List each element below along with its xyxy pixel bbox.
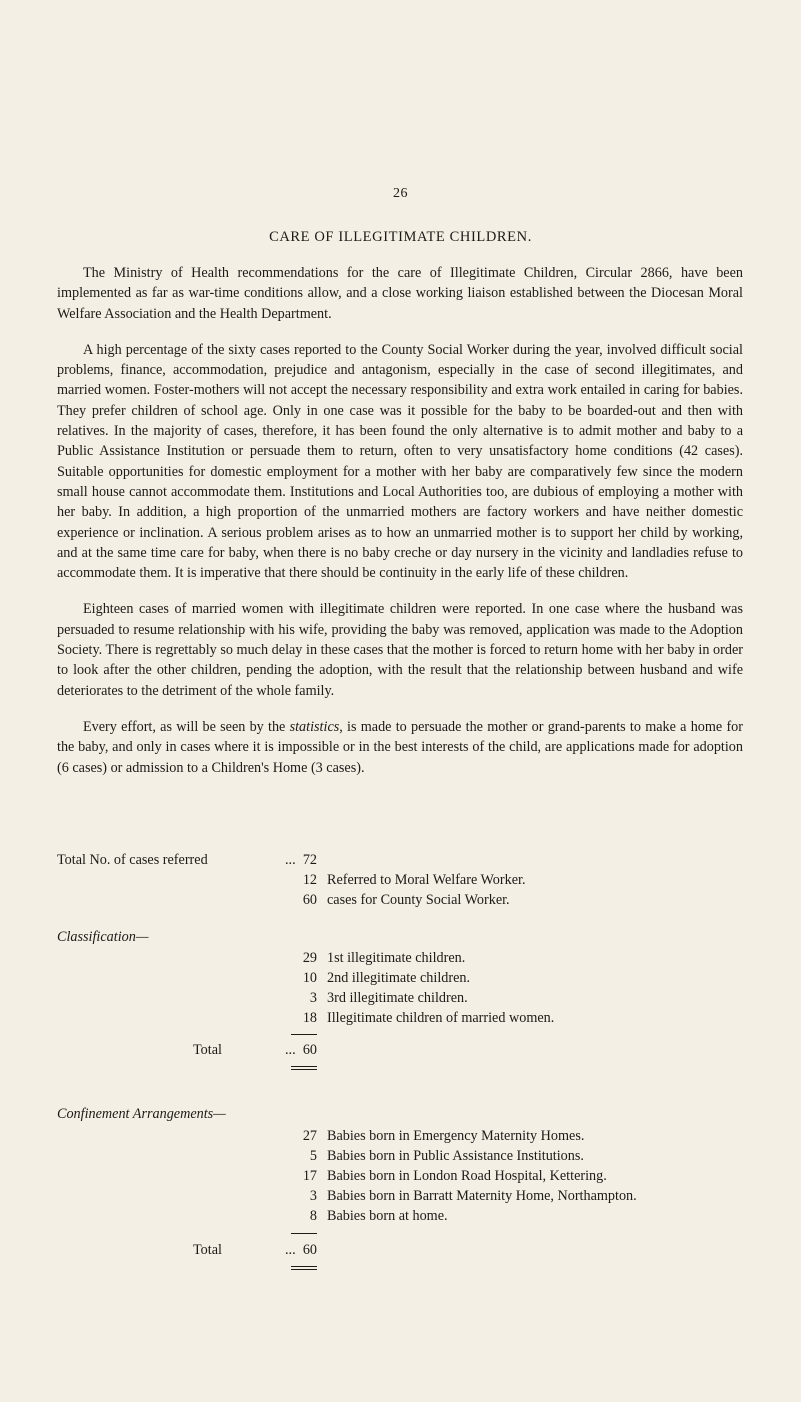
row-number: 8 [309,1208,317,1224]
body-text [57,263,743,794]
classification-heading: Classification— [57,929,149,945]
page-number: 26 [393,186,408,201]
confinement-heading: Confinement Arrangements— [57,1106,226,1122]
row-number: 60 [302,892,317,908]
paragraph-2: A high percentage of the sixty cases reported to the County Social Worker during the year, involved difficult social problems, finance, accommodation, prejudice and antagonism, especially in the case of second illegitimates, and married women. Foster-mothers will not accept the necessary responsibility and extra work entailed in caring for babies. They prefer children of school age. Only in one case was it possible for the baby to be boarded-out and then with relatives. In the majority of cases, therefore, it has been found the only alternative is to admit mother and baby to a Public Assistance Institution or persuade them to return, often to very unsatisfactory home conditions (42 cases). Suitable opportunities for domestic employment for a mother with her baby are comparatively few since the modern small house cannot accommodate them. Institutions and Local Authorities too, are dubious of employing a mother with her baby. In addition, a high proportion of the unmarried mothers are factory workers and have neither domestic experience or inclination. A serious problem arises as to how an unmarried mother is to support her child by working, and at the same time care for baby, when there is no baby creche or day nursery in the vicinity and landladies refuse to accommodate them. It is imperative that there should be continuity in the early life of these children. [57,341,743,582]
total-label: Total [193,1242,222,1258]
row-number: 18 [302,1010,317,1026]
paragraph-3: Eighteen cases of married women with illegitimate children were reported. In one case where the husband was persuaded to resume relationship with his wife, providing the baby was removed, application was made to the Adoption Society. There is regrettably so much delay in these cases that the mother is forced to return home with her baby in order to look after the other children, pending the adoption, with the result that the relationship between husband and wife deteriorates to the detriment of the whole family. [57,601,743,699]
sum-rule [291,1233,317,1234]
total-double-rule [291,1266,317,1270]
classification-total-value: 60 [302,1042,317,1058]
row-description: 1st illegitimate children. [327,950,466,966]
row-description: Babies born in Public Assistance Institutions. [327,1148,584,1164]
row-description: 3rd illegitimate children. [327,990,468,1006]
referred-total-label: Total No. of cases referred [57,852,208,868]
row-description: Babies born in Emergency Maternity Homes. [327,1128,585,1144]
leader-dots: ... [285,1242,296,1258]
total-label: Total [193,1042,222,1058]
row-number: 3 [309,990,317,1006]
leader-dots: ... [285,852,296,868]
row-description: Referred to Moral Welfare Worker. [327,872,526,888]
confinement-total-value: 60 [302,1242,317,1258]
paragraph-4-end: , is made to persuade the mother or grand-parents to make a home for the baby, and only in cases where it is impossible or in the best interests of the child, are applications made for adoption (6 cases) or admission to a Children's Home (3 cases). [57,718,744,776]
row-number: 17 [302,1168,317,1184]
paragraph-4 [57,717,743,778]
row-number: 3 [309,1188,317,1204]
row-number: 10 [302,970,317,986]
row-number: 27 [302,1128,317,1144]
leader-dots: ... [285,1042,296,1058]
row-number: 12 [302,872,317,888]
page-title: CARE OF ILLEGITIMATE CHILDREN. [269,229,532,245]
paragraph-4-italic: statistics [289,718,340,735]
row-description: 2nd illegitimate children. [327,970,471,986]
referred-total-value: 72 [302,852,317,868]
row-description: Babies born at home. [327,1208,448,1224]
paragraph-1: The Ministry of Health recommendations for the care of Illegitimate Children, Circular 2866, have been implemented as far as war-time conditions allow, and a close working liaison established between the Diocesan Moral Welfare Association and the Health Department. [57,265,743,322]
row-description: Babies born in Barratt Maternity Home, Northampton. [327,1188,637,1204]
row-description: Illegitimate children of married women. [327,1010,555,1026]
total-double-rule [291,1066,317,1070]
row-number: 5 [309,1148,317,1164]
row-number: 29 [302,950,317,966]
row-description: cases for County Social Worker. [327,892,510,908]
row-description: Babies born in London Road Hospital, Kettering. [327,1168,607,1184]
paragraph-4-start: Every effort, as will be seen by the [83,718,290,735]
sum-rule [291,1034,317,1035]
